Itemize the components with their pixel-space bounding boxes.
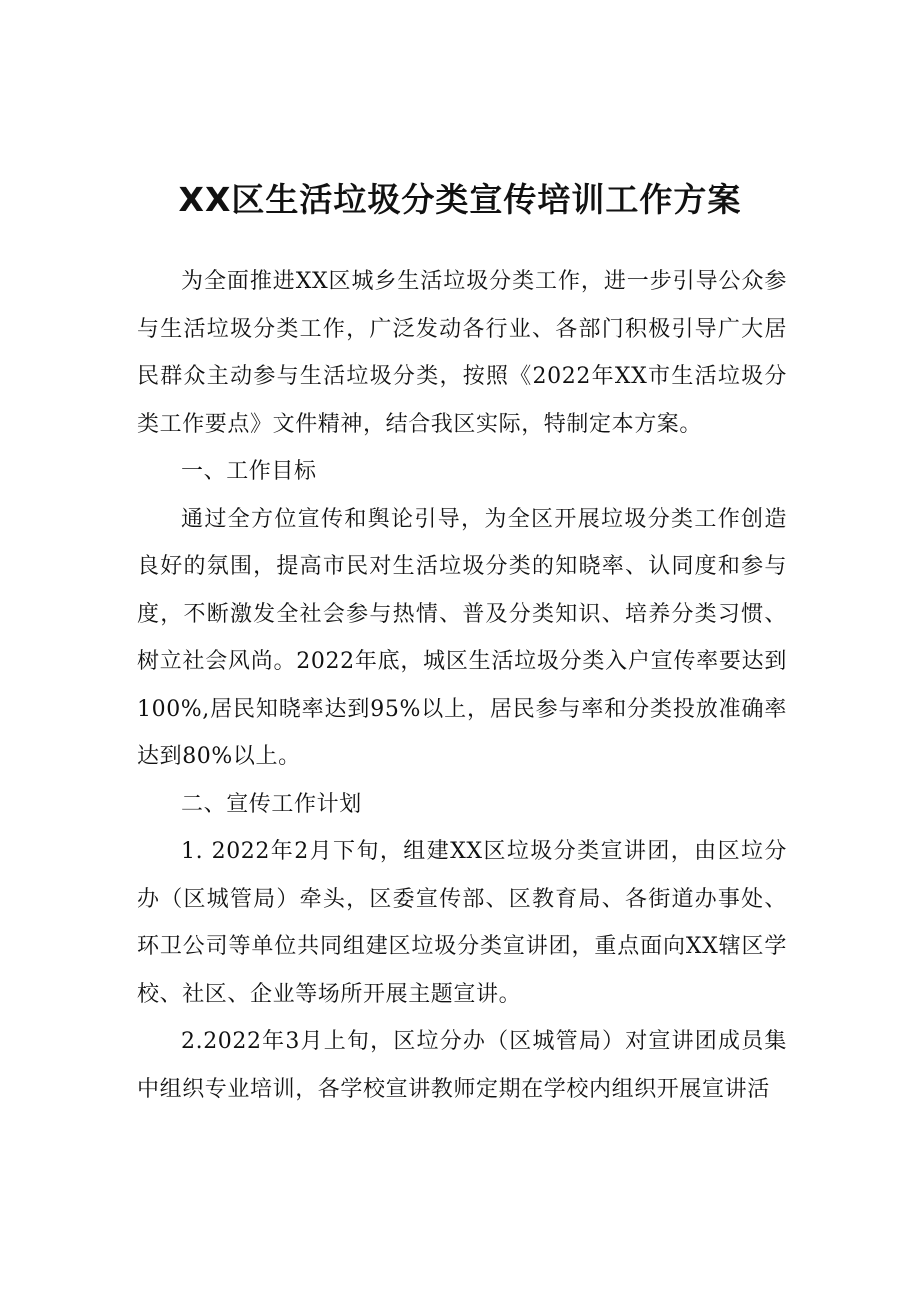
document-body [137,258,787,1113]
plan-item-1: 1. 2022年2月下旬，组建XX区垃圾分类宣讲团，由区垃分办（区城管局）牵头，区委宣传部、区教育局、各街道办事处、环卫公司等单位共同组建区垃圾分类宣讲团，重点面向XX辖区学校、社区、企业等场所开展主题宣讲。 [137,839,787,1007]
intro-paragraph: 为全面推进XX区城乡生活垃圾分类工作，进一步引导公众参与生活垃圾分类工作，广泛发动各行业、各部门积极引导广大居民群众主动参与生活垃圾分类，按照《2022年XX市生活垃圾分类工作要点》文件精神，结合我区实际，特制定本方案。 [137,269,787,437]
section-heading-plan: 二、宣传工作计划 [181,791,362,817]
goals-paragraph: 通过全方位宣传和舆论引导，为全区开展垃圾分类工作创造良好的氛围，提高市民对生活垃圾分类的知晓率、认同度和参与度，不断激发全社会参与热情、普及分类知识、培养分类习惯、树立社会风尚。2022年底，城区生活垃圾分类入户宣传率要达到100%,居民知晓率达到95%以上，居民参与率和分类投放准确率达到80%以上。 [137,506,787,769]
section-heading-goals: 一、工作目标 [181,459,317,484]
plan-item-2: 2.2022年3月上旬，区垃分办（区城管局）对宣讲团成员集中组织专业培训，各学校宣讲教师定期在学校内组织开展宣讲活 [137,1029,787,1102]
document-title: XX区生活垃圾分类宣传培训工作方案 [178,180,742,219]
